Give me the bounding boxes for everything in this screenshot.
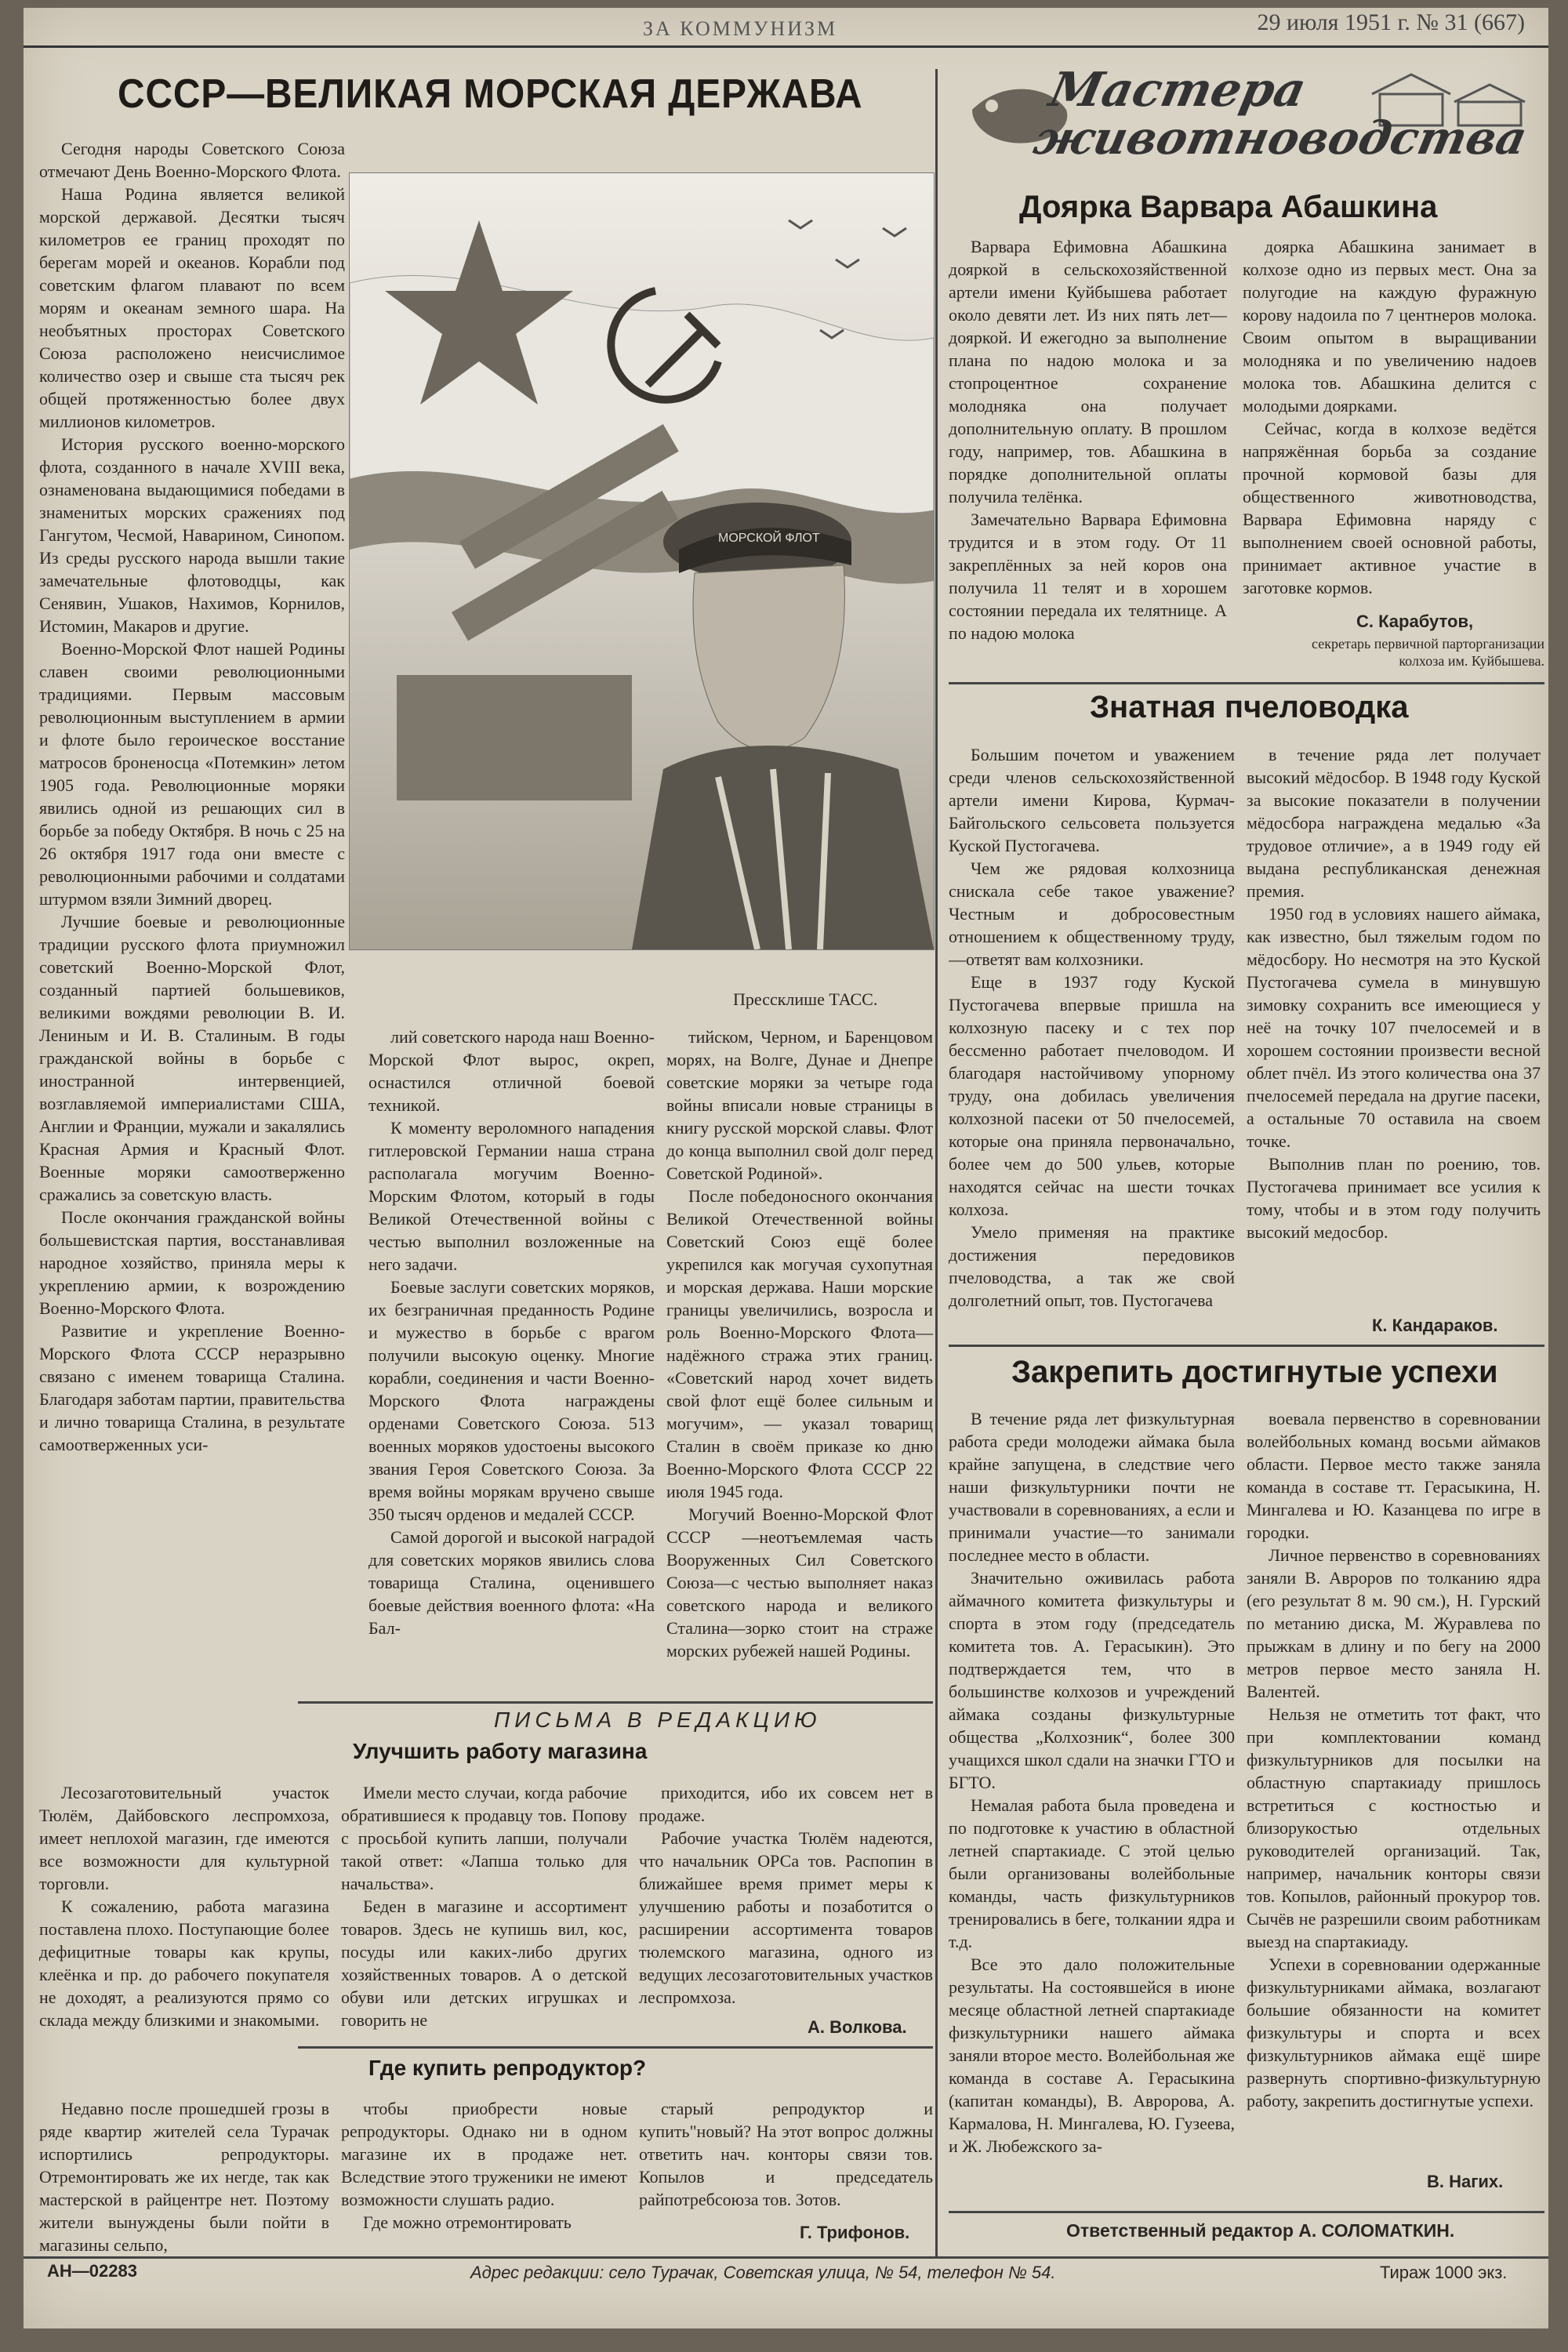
paragraph: Беден в магазине и ассортимент товаров. Здесь не купишь вил, кос, посуды или каких-либо других хозяйственных товаров. А о детской обуви или детских игрушках и говорить не <box>341 1896 627 2030</box>
paragraph: К моменту вероломного нападения гитлеровской Германии наша страна располагала могучим Военно-Морским Флотом, который в годы Великой Отечественной войны с честью выполнил возложенные на него задачи. <box>368 1118 655 1274</box>
paragraph: Еще в 1937 году Куской Пустогачева впервые пришла на колхозную пасеку и с тех пор бессменно работает пчеловодом. И благодаря настойчивому упорному труду, она добилась увеличения колхозной пасеки от 50 пчелосемей, которые она приняла первоначально, более чем до 500 ульев, которые находятся сейчас на шести точках колхоза. <box>949 972 1235 1219</box>
paragraph: Где можно отремонтировать <box>363 2212 572 2232</box>
store-headline: Улучшить работу магазина <box>353 1739 648 1763</box>
paragraph: в течение ряда лет получает высокий мёдосбор. В 1948 году Куской за высокие показатели в получении мёдосбора награждена медалью «За трудовое отличие», а в 1949 году ей выдана республиканская денежная премия. <box>1247 745 1541 901</box>
paragraph: История русского военно-морского флота, созданного в начале XVIII века, ознаменована выдающимися победами в знаменитых морских сражениях под Гангутом, Чесмой, Наварином, Синопом. Из среды русского народа вышли такие замечательные флотоводцы, как Сенявин, Ушаков, Нахимов, Корнилов, Истомин, Макаров и другие. <box>39 434 345 636</box>
masthead-date-issue: 29 июля 1951 г. № 31 (667) <box>1257 9 1525 35</box>
paragraph: После победоносного окончания Великой Отечественной войны Советский Союз ещё более укрепился как могучая сухопутная и морская держава. Наши морские границы увеличились, возросла и роль Военно-Морского Флота—надёжного стража этих границ. «Советский народ хочет видеть свой флот ещё более сильным и могучим», — указал товарищ Сталин в своём приказе ко дню Военно-Морского Флота СССР 22 июля 1945 года. <box>666 1186 933 1501</box>
store-signature: А. Волкова. <box>808 2017 907 2037</box>
beekeeper-column-1 <box>949 743 1235 1316</box>
footer-address: Адрес редакции: село Турачак, Советская улица, № 54, телефон № 54. <box>470 2263 1056 2282</box>
paragraph: После окончания гражданской войны большевистская партия, восстанавливая народное хозяйство, приняла меры к укреплению армии, к возрождению Военно-Морского Флота. <box>39 1207 345 1318</box>
paragraph: Личное первенство в соревнованиях заняли В. Авроров по толканию ядра (его результат 8 м. 90 см.), Н. Гурский по метанию диска, М. Журавлева по прыжкам в длину и по бегу на 2000 метров первое место заняла Н. Валентей. <box>1247 1545 1541 1701</box>
sailor-photo <box>349 172 935 950</box>
sport-column-2 <box>1247 1407 1541 2176</box>
photo-caption: Прессклише ТАСС. <box>733 989 878 1009</box>
milkmaid-headline: Доярка Варвара Абашкина <box>1019 190 1438 224</box>
radio-signature: Г. Трифонов. <box>800 2223 910 2242</box>
paragraph: старый репродуктор и купить"новый? На этот вопрос должны ответить нач. конторы связи тов. Копылов и председатель райпотребсоюза тов. Зотов. <box>639 2099 933 2209</box>
store-column-2 <box>341 1781 627 2040</box>
paragraph: Боевые заслуги советских моряков, их безграничная преданность Родине и мужество в борьбе с врагом получили высокую оценку. Многие корабли, соединения и части Военно-Морского Флота награждены орденами Советского Союза. 513 военных моряков удостоены высокого звания Героя Советского Союза. За время войны морякам вручено свыше 350 тысяч орденов и медалей СССР. <box>368 1277 655 1524</box>
footer-code: АН—02283 <box>47 2261 137 2281</box>
radio-column-1 <box>39 2097 329 2254</box>
milkmaid-column-2 <box>1243 235 1537 604</box>
milkmaid-signature-title: секретарь первичной парторганизации колхоза им. Куйбышева. <box>1312 636 1544 669</box>
milkmaid-signature: С. Карабутов, <box>1356 612 1474 631</box>
sailor-illustration <box>350 173 934 949</box>
radio-headline: Где купить репродуктор? <box>368 2056 647 2080</box>
paragraph: Развитие и укрепление Военно-Морского Флота СССР неразрывно связано с именем товарища Сталина. Благодаря заботам партии, правительства и лично товарища Сталина, в результате самоотверженных уси- <box>39 1321 345 1454</box>
paragraph: Немалая работа была проведена и по подготовке к участию в областной летней спартакиаде. С этой целью были организованы волейбольные команды, часть физкультурников тренировались в беге, толкании ядра и т.д. <box>949 1795 1235 1951</box>
letters-rule <box>298 1701 933 1704</box>
footer-print-run: Тираж 1000 экз. <box>1380 2263 1508 2282</box>
sport-column-1 <box>949 1407 1235 2207</box>
footer-rule <box>24 2256 1548 2259</box>
paragraph: тийском, Черном, и Баренцовом морях, на Волге, Дунае и Днепре советские моряки за четыре года войны вписали новые страницы в книгу русской морской славы. Флот до конца выполнил свой долг перед Советской Родиной». <box>666 1027 933 1183</box>
newspaper-page <box>24 8 1548 2328</box>
paragraph: Выполнив план по роению, тов. Пустогачева принимает все усилия к тому, чтобы и в этом году получить высокий медосбор. <box>1247 1154 1541 1242</box>
rubric-line-1: Мастера <box>1044 63 1311 118</box>
paragraph: Чем же рядовая колхозница снискала себе такое уважение? Честным и добросовестным отношением к общественному труду,—ответят вам колхозники. <box>949 858 1235 969</box>
paragraph: Нельзя не отметить тот факт, что при комплектовании команд физкультурников для посылки на областную спартакиаду пришлось встретиться с костностью и близорукостью отдельных руководителей организаций. Так, например, начальник конторы связи тов. Копылов, районный прокурор тов. Сычёв не разрешили своим работникам выезд на спартакиаду. <box>1247 1704 1541 1951</box>
paragraph: Большим почетом и уважением среди членов сельскохозяйственной артели имени Кирова, Курмач-Байгольского сельсовета пользуется Куской Пустогачева. <box>949 745 1235 855</box>
editor-rule <box>949 2211 1544 2213</box>
masthead-rule <box>24 45 1548 48</box>
rubric-line-2: животноводства <box>1029 111 1532 165</box>
paragraph: доярка Абашкина занимает в колхозе одно из первых мест. Она за полугодие на каждую фуражную корову надоила по 7 центнеров молока. Своим опытом в выращивании молодняка и по увеличению надоев молока тов. Абашкина делится с молодыми доярками. <box>1243 237 1537 416</box>
editor-line: Ответственный редактор А. СОЛОМАТКИН. <box>1066 2220 1455 2241</box>
paragraph: Замечательно Варвара Ефимовна трудится и в этом году. От 11 закреплённых за ней коров она получила 11 телят и в хорошем состоянии передала их телятнице. А по надою молока <box>949 510 1227 643</box>
paragraph: воевала первенство в соревновании волейбольных команд восьми аймаков области. Первое место также заняла команда в составе тт. Герасыкина, Н. Мингалева и Ю. Казанцева по игре в городки. <box>1247 1409 1541 1542</box>
navy-column-1 <box>39 137 345 1705</box>
beekeeper-headline: Знатная пчеловодка <box>1090 690 1409 724</box>
paragraph: Успехи в соревновании одержанные физкультурниками аймака, возлагают большие обязанности на комитет физкультуры и спорта и всех физкультурников аймака ещё шире развернуть спортивно-физкультурную работу, закрепить достигнутые успехи. <box>1247 1955 1541 2111</box>
paragraph: Лесозаготовительный участок Тюлём, Дайбовского леспромхоза, имеет неплохой магазин, где имеются все возможности для культурной торговли. <box>39 1783 329 1893</box>
store-column-3 <box>639 1781 933 2016</box>
cap-band-text: МОРСКОЙ ФЛОТ <box>718 532 820 545</box>
masthead-paper-name: ЗА КОММУНИЗМ <box>643 17 838 40</box>
navy-column-2 <box>368 1025 655 1692</box>
paragraph: Все это дало положительные результаты. На состоявшейся в июне месяце областной летней спартакиаде физкультурники нашего аймака заняли второе место. Волейбольная же команда в составе А. Герасыкина (капитан команды), В. Авророва, А. Кармалова, Н. Мингалева, Ю. Гузеева, и Ж. Любежского за- <box>949 1955 1235 2156</box>
sport-rule <box>949 1345 1544 1347</box>
paragraph: приходится, ибо их совсем нет в продаже. <box>639 1783 933 1825</box>
paragraph: Лучшие боевые и революционные традиции русского флота приумножил советский Военно-Морской Флот, созданный партией большевиков, великими вождями революции В. И. Лениным и И. В. Сталиным. В годы гражданской войны в борьбе с иностранной интервенцией, возглавляемой империалистами США, Англии и Франции, мужали и закалялись Красная Армия и Красный Флот. Военные моряки самоотверженно сражались за советскую власть. <box>39 912 345 1204</box>
radio-column-3 <box>639 2097 933 2215</box>
paragraph: Умело применяя на практике достижения передовиков пчеловодства, а так же свой долголетний опыт, тов. Пустогачева <box>949 1222 1235 1310</box>
beekeeper-column-2 <box>1247 743 1541 1308</box>
radio-rule <box>298 2046 933 2049</box>
sport-headline: Закрепить достигнутые успехи <box>1011 1355 1498 1389</box>
paragraph: В течение ряда лет физкультурная работа среди молодежи аймака была крайне запущена, в следствие чего наши физкультурники почти не участвовали в соревнованиях, а если и принимали участие—то занимали последнее место в области. <box>949 1409 1235 1565</box>
navy-column-3 <box>666 1025 933 1692</box>
livestock-rubric <box>956 63 1537 180</box>
paragraph: Сегодня народы Советского Союза отмечают День Военно-Морского Флота. <box>39 139 345 181</box>
paragraph: Рабочие участка Тюлём надеются, что начальник ОРСа тов. Распопин в ближайшее время примет меры к улучшению работы и позаботится о расширении ассортимента товаров тюлемского магазина, одного из ведущих лесозаготовительных участков леспромхоза. <box>639 1828 933 2007</box>
paragraph: Недавно после прошедшей грозы в ряде квартир жителей села Турачак испортились репродукторы. Отремонтировать же их негде, так как мастерской в райцентре нет. Поэтому жители вынуждены были пойти в магазины сельпо, <box>39 2099 329 2254</box>
navy-headline: СССР—ВЕЛИКАЯ МОРСКАЯ ДЕРЖАВА <box>118 71 863 117</box>
letters-rubric: ПИСЬМА В РЕДАКЦИЮ <box>494 1708 822 1732</box>
paragraph: 1950 год в условиях нашего аймака, как известно, был тяжелым годом по мёдосбору. Но несмотря на это Куской Пустогачева сумела в минувшую зимовку сохранить все имеющиеся у неё на точку 107 пчелосемей и в хорошем состоянии произвести весной облет пчёл. Из этого количества она 37 пчелосемей передала на другие пасеки, а остальные 70 оставила на своем точке. <box>1247 904 1541 1151</box>
paragraph: Значительно оживилась работа аймачного комитета физкультуры и спорта в этом году (председатель комитета тов. А. Герасыкин). Это подтверждается тем, что в большинстве колхозов и учреждений аймака созданы физкультурные общества „Колхозник“, более 300 учащихся школ сдали на значки ГТО и БГТО. <box>949 1568 1235 1792</box>
paragraph: Сейчас, когда в колхозе ведётся напряжённая борьба за создание прочной кормовой базы для общественного животноводства, Варвара Ефимовна наряду с выполнением своей основной работы, принимает активное участие в заготовке кормов. <box>1243 419 1537 597</box>
paragraph: лий советского народа наш Военно-Морской Флот вырос, окреп, оснастился отличной боевой техникой. <box>368 1027 655 1115</box>
beekeeper-rule <box>949 682 1544 684</box>
paragraph: Могучий Военно-Морской Флот СССР —неотъемлемая часть Вооруженных Сил Советского Союза—с честью выполняет наказ советского народа и великого Сталина—зорко стоит на страже морских рубежей нашей Родины. <box>666 1504 933 1661</box>
milkmaid-column-1 <box>949 235 1227 674</box>
sport-signature: В. Нагих. <box>1427 2172 1504 2191</box>
store-column-1 <box>39 1781 329 2040</box>
column-divider <box>935 69 938 2256</box>
paragraph: К сожалению, работа магазина поставлена плохо. Поступающие более дефицитные товары как крупы, клеёнка и пр. до рабочего покупателя не доходят, а реализуются прямо со склада между близкими и знакомыми. <box>39 1896 329 2030</box>
paragraph: Имели место случаи, когда рабочие обратившиеся к продавцу тов. Попову с просьбой купить лапши, получали такой ответ: «Лапша только для начальства». <box>341 1783 627 1893</box>
paragraph: чтобы приобрести новые репродукторы. Однако ни в одном магазине их в продаже нет. Вследствие этого труженики не имеют возможности слушать радио. <box>341 2099 627 2209</box>
paragraph: Варвара Ефимовна Абашкина дояркой в сельскохозяйственной артели имени Куйбышева работает около девяти лет. Из них пять лет—дояркой. И ежегодно за выполнение плана по надою молока и за стопроцентное сохранение молодняка она получает дополнительную оплату. В прошлом году, например, тов. Абашкина в порядке дополнительной оплаты получила телёнка. <box>949 237 1227 506</box>
paragraph: Военно-Морской Флот нашей Родины славен своими революционными традициями. Первым массовым революционным выступлением в армии и флоте было героическое восстание матросов броненосца «Потемкин» летом 1905 года. Революционные моряки явились одной из решающих сил в борьбе за победу Октября. В ночь с 25 на 26 октября 1917 года они вместе с революционными рабочими и солдатами штурмом взяли Зимний дворец. <box>39 639 345 909</box>
beekeeper-signature: К. Кандараков. <box>1372 1316 1498 1335</box>
paragraph: Самой дорогой и высокой наградой для советских моряков явились слова товарища Сталина, оценившего боевые действия военного флота: «На Бал- <box>368 1527 655 1638</box>
paragraph: Наша Родина является великой морской державой. Десятки тысяч километров ее границ проходят по берегам морей и океанов. Корабли под советским флагом плавают по всем морям и океанам земного шара. На необъятных просторах Советского Союза расположено неисчислимое количество озер и свыше ста тысяч рек общей протяженностью более двух миллионов километров. <box>39 184 345 431</box>
radio-column-2 <box>341 2097 627 2254</box>
